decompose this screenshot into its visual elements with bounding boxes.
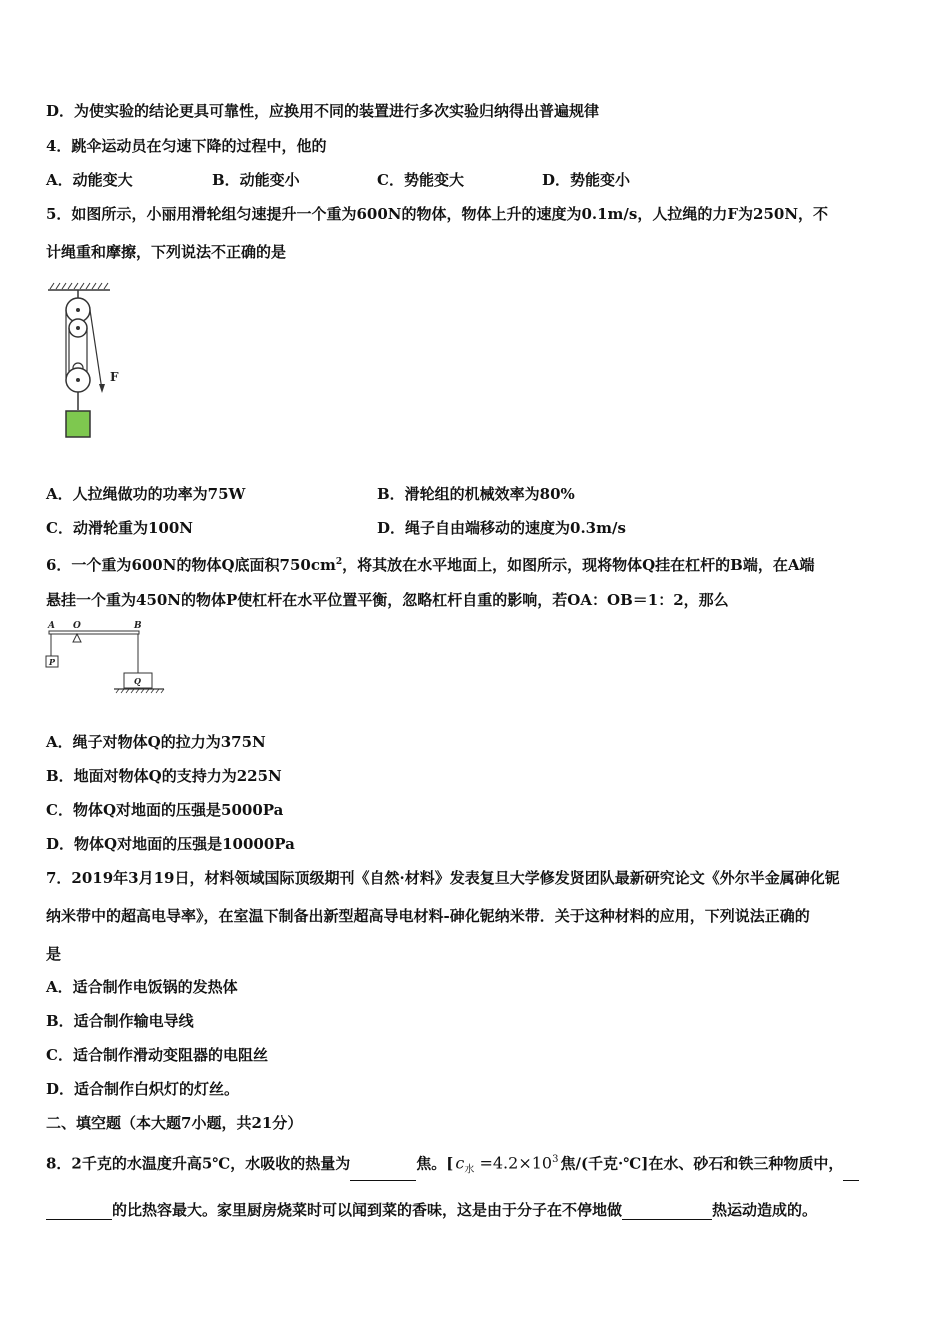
q8-part1: 8．2千克的水温度升高5℃，水吸收的热量为 <box>46 1154 351 1173</box>
q8-blank2-end[interactable] <box>46 1219 112 1220</box>
q4-option-a: A．动能变大 <box>46 171 133 189</box>
q5-option-c: C．动滑轮重为100N <box>46 519 193 537</box>
q6-option-c: C．物体Q对地面的压强是5000Pa <box>46 801 284 819</box>
q8-line2 <box>46 1200 817 1220</box>
pulley-figure <box>44 280 134 445</box>
specific-heat-formula <box>455 1150 558 1181</box>
q6-option-a: A．绳子对物体Q的拉力为375N <box>46 733 266 751</box>
q7-option-c: C．适合制作滑动变阻器的电阻丝 <box>46 1046 268 1064</box>
q4-option-c: C．势能变大 <box>377 171 464 189</box>
q4-option-b: B．动能变小 <box>212 171 300 189</box>
q8-blank2-start[interactable] <box>843 1180 859 1181</box>
q7-stem-line2: 纳米带中的超高电导率》，在室温下制备出新型超高导电材料-砷化铌纳米带．关于这种材料的应用，下列说法正确的 <box>46 907 810 925</box>
q8-blank1[interactable] <box>350 1180 416 1181</box>
formula-eq: =4.2×10 <box>479 1153 553 1173</box>
q5-option-a: A．人拉绳做功的功率为75W <box>46 485 246 503</box>
force-arrow-icon <box>99 384 105 393</box>
q8-part3: 焦/(千克·℃]在水、砂石和铁三种物质中， <box>560 1154 844 1173</box>
block-q-label: Q <box>134 676 141 686</box>
q8-line1 <box>46 1150 859 1181</box>
q6-stem-line1 <box>46 552 815 575</box>
force-label: F <box>110 370 119 384</box>
q8-part2: 焦。[ <box>416 1154 454 1173</box>
lever-bar <box>49 631 139 634</box>
q6-stem-superscript: 2 <box>335 557 343 567</box>
q7-option-b: B．适合制作输电导线 <box>46 1012 194 1030</box>
formula-c: c <box>455 1153 465 1173</box>
q8-part5: 热运动造成的。 <box>712 1201 818 1219</box>
q4-option-d: D．势能变小 <box>542 171 631 189</box>
lever-figure <box>44 618 174 698</box>
fulcrum-icon <box>73 634 81 642</box>
q6-option-d: D．物体Q对地面的压强是10000Pa <box>46 835 295 853</box>
q7-stem-line3: 是 <box>46 945 62 963</box>
q8-blank3[interactable] <box>622 1219 712 1220</box>
block-p-label: P <box>49 657 56 667</box>
q6-stem-part2: ，将其放在水平地面上，如图所示，现将物体Q挂在杠杆的B端，在A端 <box>342 556 815 574</box>
q5-option-b: B．滑轮组的机械效率为80% <box>377 485 575 503</box>
q5-stem-line1: 5．如图所示，小丽用滑轮组匀速提升一个重为600N的物体，物体上升的速度为0.1m/s，人拉绳的力F为250N，不 <box>46 205 829 223</box>
q7-option-a: A．适合制作电饭锅的发热体 <box>46 978 238 996</box>
q6-option-b: B．地面对物体Q的支持力为225N <box>46 767 282 785</box>
q6-stem-line2: 悬挂一个重为450N的物体P使杠杆在水平位置平衡，忽略杠杆自重的影响，若OA：OB＝1：2，那么 <box>46 591 729 609</box>
q3-option-d: D．为使实验的结论更具可靠性，应换用不同的装置进行多次实验归纳得出普遍规律 <box>46 102 600 120</box>
lever-label-b: B <box>134 621 142 631</box>
lifted-block <box>66 411 90 437</box>
q8-part4: 的比热容最大。家里厨房烧菜时可以闻到菜的香味，这是由于分子在不停地做 <box>112 1201 623 1219</box>
q4-stem: 4．跳伞运动员在匀速下降的过程中，他的 <box>46 137 327 155</box>
lever-label-a: A <box>48 621 55 631</box>
formula-sub: 水 <box>464 1164 475 1176</box>
q5-stem-line2: 计绳重和摩擦，下列说法不正确的是 <box>46 243 287 261</box>
formula-sup: 3 <box>552 1154 559 1165</box>
ceiling-support <box>48 283 110 298</box>
q7-option-d: D．适合制作白炽灯的灯丝。 <box>46 1080 240 1098</box>
q5-option-d: D．绳子自由端移动的速度为0.3m/s <box>377 519 626 537</box>
lever-label-o: O <box>73 621 81 631</box>
section2-title: 二、填空题（本大题7小题，共21分） <box>46 1114 303 1132</box>
q6-stem-part1: 6．一个重为600N的物体Q底面积750cm <box>46 556 336 574</box>
q7-stem-line1: 7．2019年3月19日，材料领域国际顶级期刊《自然·材料》发表复旦大学修发贤团队最新研究论文《外尔半金属砷化铌 <box>46 869 840 887</box>
